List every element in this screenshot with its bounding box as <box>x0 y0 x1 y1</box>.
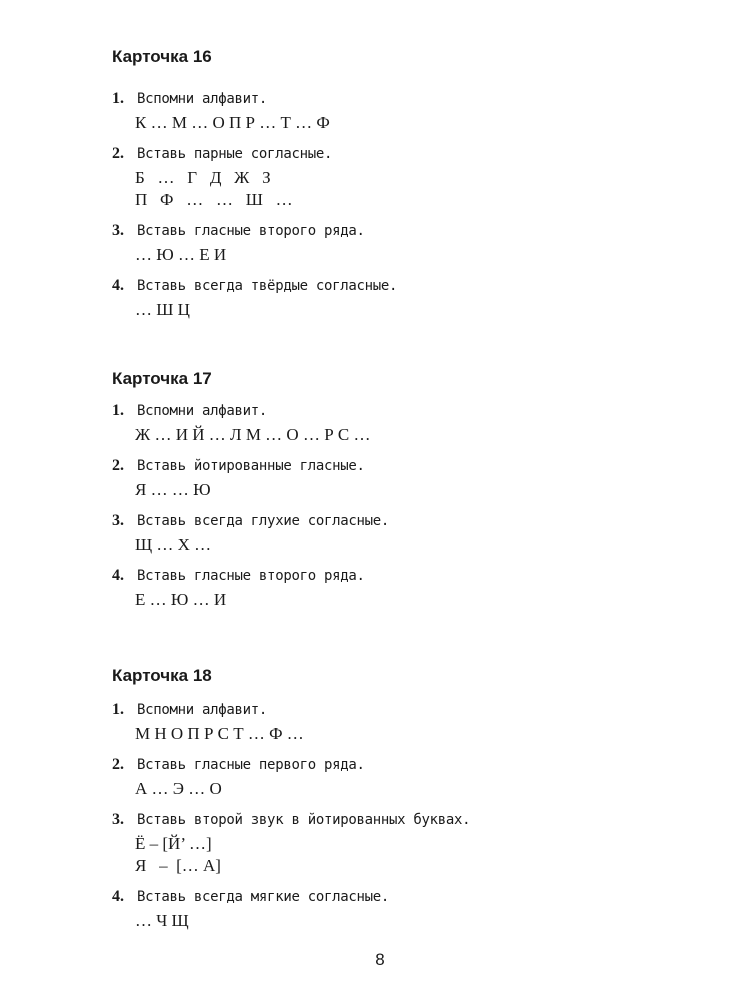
task-number: 2. <box>112 457 124 474</box>
task-answer-line: А … Э … О <box>135 779 222 798</box>
task-instruction: Вставь всегда твёрдые согласные. <box>137 278 398 294</box>
task-answer-line: … Ю … Е И <box>135 245 227 264</box>
task-number: 1. <box>112 701 124 718</box>
task-1 <box>112 401 672 446</box>
task-number: 4. <box>112 277 124 294</box>
card-title: Карточка 18 <box>112 666 212 685</box>
task-instruction: Вспомни алфавит. <box>137 702 268 718</box>
card-16 <box>112 47 672 321</box>
task-number: 3. <box>112 512 124 529</box>
card-title: Карточка 17 <box>112 369 212 388</box>
task-number: 1. <box>112 402 124 419</box>
task-answer-line: Я – [… А] <box>135 856 221 875</box>
task-answer-line: Я … … Ю <box>135 480 211 499</box>
page-number: 8 <box>375 950 385 969</box>
task-number: 4. <box>112 888 124 905</box>
task-answer-line: … Ш Ц <box>135 300 190 319</box>
task-4 <box>112 887 672 932</box>
task-3 <box>112 511 672 556</box>
task-instruction: Вставь гласные второго ряда. <box>137 568 365 584</box>
task-1 <box>112 89 672 134</box>
card-title: Карточка 16 <box>112 47 212 66</box>
task-number: 4. <box>112 567 124 584</box>
card-17 <box>112 369 672 611</box>
task-answer-line: Е … Ю … И <box>135 590 227 609</box>
task-2 <box>112 456 672 501</box>
card-18 <box>112 666 672 932</box>
task-answer-line: П Ф … … Ш … <box>135 190 293 209</box>
task-2 <box>112 144 672 211</box>
task-number: 3. <box>112 811 124 828</box>
task-4 <box>112 276 672 321</box>
task-instruction: Вставь всегда глухие согласные. <box>137 513 389 529</box>
task-number: 2. <box>112 145 124 162</box>
task-instruction: Вставь йотированные гласные. <box>137 458 365 474</box>
task-number: 1. <box>112 90 124 107</box>
task-instruction: Вставь гласные второго ряда. <box>137 223 365 239</box>
task-answer-line: К … М … О П Р … Т … Ф <box>135 113 330 132</box>
task-instruction: Вставь всегда мягкие согласные. <box>137 889 389 905</box>
task-answer-line: Ж … И Й … Л М … О … Р С … <box>135 425 371 444</box>
task-answer-line: … Ч Щ <box>135 911 189 930</box>
task-2 <box>112 755 672 800</box>
task-number: 3. <box>112 222 124 239</box>
task-answer-line: Ё – [Й’ …] <box>135 834 212 853</box>
task-instruction: Вспомни алфавит. <box>137 91 268 107</box>
task-3 <box>112 810 672 877</box>
task-3 <box>112 221 672 266</box>
task-answer-line: М Н О П Р С Т … Ф … <box>135 724 304 743</box>
task-answer-line: Б … Г Д Ж З <box>135 168 271 187</box>
task-1 <box>112 700 672 745</box>
task-answer-line: Щ … Х … <box>135 535 212 554</box>
task-instruction: Вставь второй звук в йотированных буквах. <box>137 812 471 828</box>
task-number: 2. <box>112 756 124 773</box>
task-instruction: Вставь гласные первого ряда. <box>137 757 365 773</box>
task-instruction: Вставь парные согласные. <box>137 146 333 162</box>
task-4 <box>112 566 672 611</box>
task-instruction: Вспомни алфавит. <box>137 403 268 419</box>
